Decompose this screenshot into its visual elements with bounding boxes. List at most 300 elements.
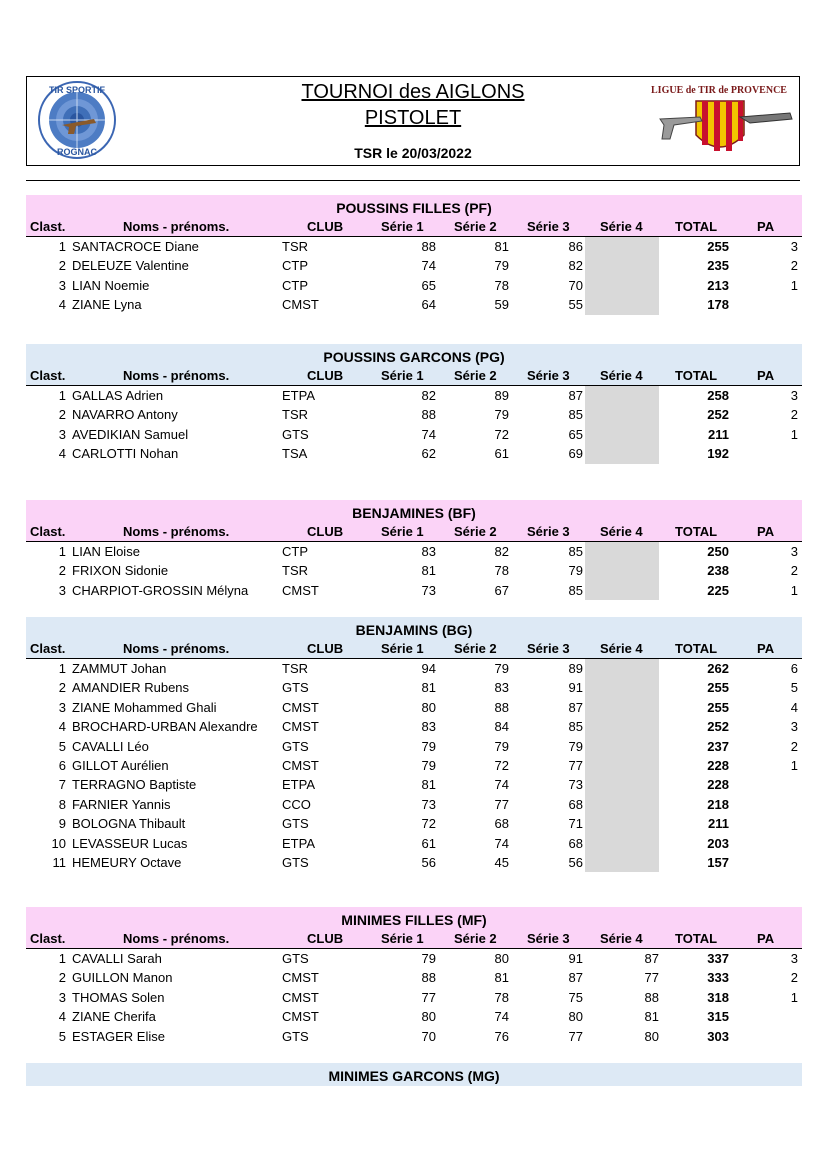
total-cell: 255 — [707, 239, 729, 254]
club-cell: GTS — [282, 816, 309, 832]
series2-cell: 80 — [494, 951, 509, 966]
name-cell: CARLOTTI Nohan — [72, 446, 179, 462]
series2-cell: 84 — [494, 719, 509, 735]
name-cell: ZIANE Mohammed Ghali — [72, 699, 217, 715]
series1-cell: 74 — [421, 426, 436, 442]
table-row — [26, 542, 802, 561]
column-header-total: TOTAL — [675, 219, 718, 234]
series1-cell: 81 — [421, 777, 436, 793]
club-cell: CMST — [282, 719, 319, 735]
series2-cell: 68 — [494, 816, 509, 832]
column-header-total: TOTAL — [675, 368, 718, 383]
table-row — [26, 386, 802, 405]
series3-cell: 79 — [568, 563, 583, 579]
series3-cell: 80 — [568, 1009, 583, 1025]
empty-series4-cell — [585, 678, 659, 697]
empty-series4-cell — [585, 444, 659, 463]
club-cell: GTS — [282, 951, 309, 966]
total-cell: 303 — [707, 1028, 729, 1044]
club-cell: CTP — [282, 544, 308, 559]
name-cell: BROCHARD-URBAN Alexandre — [72, 719, 258, 735]
column-header-s3: Série 3 — [527, 524, 570, 539]
total-cell: 252 — [707, 407, 729, 423]
pa-cell: 2 — [790, 258, 798, 274]
series3-cell: 82 — [568, 258, 583, 274]
column-header-rank: Clast. — [30, 219, 66, 234]
empty-series4-cell — [585, 237, 659, 256]
name-cell: FARNIER Yannis — [72, 796, 171, 812]
column-header-total: TOTAL — [675, 931, 718, 946]
series3-cell: 56 — [568, 854, 583, 870]
club-cell: GTS — [282, 680, 309, 696]
series2-cell: 77 — [494, 796, 509, 812]
column-header-s1: Série 1 — [381, 368, 424, 383]
pa-cell: 3 — [790, 239, 798, 254]
table-row — [26, 1027, 802, 1046]
table-row — [26, 276, 802, 295]
column-header-rank: Clast. — [30, 931, 66, 946]
series4-cell: 87 — [644, 951, 659, 966]
table-header — [26, 523, 802, 542]
total-cell: 225 — [707, 582, 729, 598]
total-cell: 238 — [707, 563, 729, 579]
name-cell: ZIANE Lyna — [72, 297, 142, 313]
rank-cell: 1 — [58, 661, 66, 676]
table-row — [26, 444, 802, 463]
series1-cell: 74 — [421, 258, 436, 274]
club-cell: CMST — [282, 582, 319, 598]
name-cell: NAVARRO Antony — [72, 407, 178, 423]
pa-cell: 6 — [790, 661, 798, 676]
rank-cell: 8 — [58, 796, 66, 812]
series1-cell: 70 — [421, 1028, 436, 1044]
rank-cell: 1 — [58, 544, 66, 559]
series2-cell: 81 — [494, 239, 509, 254]
column-header-s1: Série 1 — [381, 641, 424, 656]
empty-series4-cell — [585, 737, 659, 756]
name-cell: CAVALLI Léo — [72, 738, 149, 754]
rank-cell: 11 — [52, 854, 66, 870]
rank-cell: 4 — [58, 1009, 66, 1025]
results-section — [26, 344, 802, 464]
table-header — [26, 930, 802, 949]
club-cell: CTP — [282, 258, 308, 274]
series1-cell: 56 — [421, 854, 436, 870]
rank-cell: 3 — [58, 699, 66, 715]
column-header-s2: Série 2 — [454, 641, 497, 656]
name-cell: CAVALLI Sarah — [72, 951, 162, 966]
rank-cell: 5 — [58, 738, 66, 754]
total-cell: 255 — [707, 680, 729, 696]
total-cell: 192 — [707, 446, 729, 462]
name-cell: LEVASSEUR Lucas — [72, 835, 188, 851]
column-header-s3: Série 3 — [527, 641, 570, 656]
pa-cell: 5 — [790, 680, 798, 696]
name-cell: GILLOT Aurélien — [72, 757, 169, 773]
series1-cell: 82 — [421, 388, 436, 403]
column-header-s4: Série 4 — [600, 524, 643, 539]
name-cell: TERRAGNO Baptiste — [72, 777, 197, 793]
results-section — [26, 500, 802, 600]
series4-cell: 88 — [644, 989, 659, 1005]
club-cell: CTP — [282, 277, 308, 293]
series3-cell: 85 — [568, 544, 583, 559]
column-header-pa: PA — [757, 368, 775, 383]
club-cell: CMST — [282, 1009, 319, 1025]
name-cell: GALLAS Adrien — [72, 388, 164, 403]
table-row — [26, 756, 802, 775]
rank-cell: 2 — [58, 563, 66, 579]
table-row — [26, 405, 802, 424]
column-header-s3: Série 3 — [527, 931, 570, 946]
series2-cell: 79 — [494, 661, 509, 676]
series3-cell: 87 — [568, 970, 583, 986]
pa-cell: 1 — [790, 426, 798, 442]
rank-cell: 3 — [58, 582, 66, 598]
column-header-s4: Série 4 — [600, 219, 643, 234]
series1-cell: 65 — [421, 277, 436, 293]
series1-cell: 88 — [421, 239, 436, 254]
table-row — [26, 814, 802, 833]
series3-cell: 73 — [568, 777, 583, 793]
series1-cell: 73 — [421, 582, 436, 598]
table-header — [26, 640, 802, 659]
series1-cell: 81 — [421, 563, 436, 579]
column-header-club: CLUB — [307, 524, 344, 539]
pa-cell: 4 — [790, 699, 798, 715]
name-cell: LIAN Eloise — [72, 544, 140, 559]
table-row — [26, 834, 802, 853]
club-cell: TSR — [282, 661, 308, 676]
total-cell: 228 — [707, 757, 729, 773]
empty-series4-cell — [585, 561, 659, 580]
column-header-total: TOTAL — [675, 524, 718, 539]
series1-cell: 77 — [421, 989, 436, 1005]
name-cell: CHARPIOT-GROSSIN Mélyna — [72, 582, 249, 598]
series3-cell: 85 — [568, 582, 583, 598]
results-section — [26, 195, 802, 315]
rank-cell: 7 — [58, 777, 66, 793]
series1-cell: 62 — [421, 446, 436, 462]
rank-cell: 9 — [58, 816, 66, 832]
series4-cell: 80 — [644, 1028, 659, 1044]
club-cell: CMST — [282, 297, 319, 313]
series3-cell: 87 — [568, 388, 583, 403]
club-cell: GTS — [282, 1028, 309, 1044]
rank-cell: 4 — [58, 297, 66, 313]
section-title: MINIMES FILLES (MF) — [26, 907, 802, 930]
rank-cell: 5 — [58, 1028, 66, 1044]
table-row — [26, 561, 802, 580]
name-cell: AVEDIKIAN Samuel — [72, 426, 189, 442]
pa-cell: 1 — [790, 277, 798, 293]
column-header-s4: Série 4 — [600, 368, 643, 383]
column-header-pa: PA — [757, 641, 775, 656]
series1-cell: 80 — [421, 699, 436, 715]
empty-series4-cell — [585, 256, 659, 275]
series3-cell: 65 — [568, 426, 583, 442]
series2-cell: 78 — [494, 277, 509, 293]
series3-cell: 89 — [568, 661, 583, 676]
table-row — [26, 795, 802, 814]
name-cell: GUILLON Manon — [72, 970, 173, 986]
series2-cell: 61 — [494, 446, 509, 462]
column-header-s4: Série 4 — [600, 931, 643, 946]
column-header-s1: Série 1 — [381, 524, 424, 539]
series2-cell: 81 — [494, 970, 509, 986]
series2-cell: 45 — [494, 854, 509, 870]
total-cell: 228 — [707, 777, 729, 793]
series2-cell: 82 — [494, 544, 509, 559]
series2-cell: 83 — [494, 680, 509, 696]
club-cell: TSR — [282, 239, 308, 254]
rank-cell: 10 — [51, 835, 66, 851]
series2-cell: 78 — [494, 989, 509, 1005]
pa-cell: 3 — [790, 719, 798, 735]
series3-cell: 69 — [568, 446, 583, 462]
series3-cell: 91 — [568, 951, 583, 966]
table-row — [26, 717, 802, 736]
table-row — [26, 237, 802, 256]
column-header-club: CLUB — [307, 931, 344, 946]
rank-cell: 2 — [58, 407, 66, 423]
empty-series4-cell — [585, 756, 659, 775]
club-cell: GTS — [282, 738, 309, 754]
total-cell: 333 — [707, 970, 729, 986]
total-cell: 235 — [707, 258, 729, 274]
total-cell: 337 — [707, 951, 729, 966]
table-row — [26, 737, 802, 756]
page-title: TOURNOI des AIGLONS — [301, 81, 525, 103]
empty-series4-cell — [585, 814, 659, 833]
column-header-name: Noms - prénoms. — [123, 368, 230, 383]
table-row — [26, 968, 802, 987]
name-cell: ZIANE Cherifa — [72, 1009, 156, 1025]
series3-cell: 77 — [568, 1028, 583, 1044]
club-cell: CMST — [282, 757, 319, 773]
pa-cell: 2 — [790, 407, 798, 423]
series1-cell: 83 — [421, 544, 436, 559]
series2-cell: 74 — [494, 1009, 509, 1025]
series2-cell: 72 — [494, 757, 509, 773]
column-header-name: Noms - prénoms. — [123, 524, 230, 539]
total-cell: 258 — [707, 388, 729, 403]
results-section — [26, 1063, 802, 1086]
series1-cell: 64 — [421, 297, 436, 313]
series1-cell: 79 — [421, 757, 436, 773]
table-header — [26, 218, 802, 237]
total-cell: 213 — [707, 277, 729, 293]
svg-text:TIR SPORTIF: TIR SPORTIF — [49, 85, 105, 95]
series4-cell: 81 — [644, 1009, 659, 1025]
column-header-s2: Série 2 — [454, 368, 497, 383]
series1-cell: 73 — [421, 796, 436, 812]
column-header-club: CLUB — [307, 368, 344, 383]
results-section — [26, 617, 802, 872]
series2-cell: 88 — [494, 699, 509, 715]
column-header-club: CLUB — [307, 641, 344, 656]
table-row — [26, 425, 802, 444]
series4-cell: 77 — [644, 970, 659, 986]
series1-cell: 94 — [421, 661, 436, 676]
section-title: BENJAMINES (BF) — [26, 500, 802, 523]
club-cell: ETPA — [282, 388, 315, 403]
club-cell: ETPA — [282, 835, 315, 851]
results-section — [26, 907, 802, 1046]
series2-cell: 79 — [494, 258, 509, 274]
series1-cell: 61 — [421, 835, 436, 851]
total-cell: 211 — [708, 426, 729, 442]
club-cell: GTS — [282, 426, 309, 442]
column-header-s2: Série 2 — [454, 219, 497, 234]
total-cell: 211 — [708, 816, 729, 832]
series2-cell: 79 — [494, 407, 509, 423]
club-cell: CMST — [282, 970, 319, 986]
empty-series4-cell — [585, 542, 659, 561]
column-header-total: TOTAL — [675, 641, 718, 656]
empty-series4-cell — [585, 386, 659, 405]
series1-cell: 88 — [421, 407, 436, 423]
discipline-title: PISTOLET — [364, 107, 462, 129]
rank-cell: 2 — [58, 258, 66, 274]
empty-series4-cell — [585, 276, 659, 295]
total-cell: 203 — [707, 835, 729, 851]
series3-cell: 86 — [568, 239, 583, 254]
column-header-rank: Clast. — [30, 368, 66, 383]
club-cell: TSR — [282, 407, 308, 423]
total-cell: 252 — [707, 719, 729, 735]
series2-cell: 74 — [494, 835, 509, 851]
table-row — [26, 295, 802, 314]
name-cell: THOMAS Solen — [72, 989, 165, 1005]
header-divider — [26, 180, 800, 181]
rank-cell: 4 — [58, 719, 66, 735]
pa-cell: 1 — [790, 582, 798, 598]
table-row — [26, 659, 802, 678]
column-header-s1: Série 1 — [381, 219, 424, 234]
pa-cell: 2 — [790, 970, 798, 986]
series3-cell: 68 — [568, 796, 583, 812]
column-header-pa: PA — [757, 219, 775, 234]
name-cell: HEMEURY Octave — [72, 854, 182, 870]
series1-cell: 88 — [421, 970, 436, 986]
column-header-club: CLUB — [307, 219, 344, 234]
series3-cell: 87 — [568, 699, 583, 715]
club-cell: CMST — [282, 699, 319, 715]
club-cell: GTS — [282, 854, 309, 870]
club-cell: ETPA — [282, 777, 315, 793]
rank-cell: 2 — [58, 970, 66, 986]
series2-cell: 78 — [494, 563, 509, 579]
empty-series4-cell — [585, 581, 659, 600]
series3-cell: 77 — [568, 757, 583, 773]
total-cell: 250 — [707, 544, 729, 559]
series2-cell: 67 — [494, 582, 509, 598]
name-cell: BOLOGNA Thibault — [72, 816, 186, 832]
section-title: BENJAMINS (BG) — [26, 617, 802, 640]
empty-series4-cell — [585, 717, 659, 736]
total-cell: 255 — [707, 699, 729, 715]
series2-cell: 76 — [494, 1028, 509, 1044]
total-cell: 315 — [707, 1009, 729, 1025]
club-cell: TSR — [282, 563, 308, 579]
pa-cell: 1 — [790, 989, 798, 1005]
series3-cell: 85 — [568, 407, 583, 423]
svg-text:ROGNAC: ROGNAC — [57, 147, 97, 157]
name-cell: DELEUZE Valentine — [72, 258, 189, 274]
table-header — [26, 367, 802, 386]
total-cell: 318 — [707, 989, 729, 1005]
series1-cell: 83 — [421, 719, 436, 735]
series3-cell: 75 — [568, 989, 583, 1005]
column-header-pa: PA — [757, 524, 775, 539]
section-title: MINIMES GARCONS (MG) — [26, 1063, 802, 1086]
empty-series4-cell — [585, 853, 659, 872]
empty-series4-cell — [585, 698, 659, 717]
rank-cell: 1 — [58, 239, 66, 254]
name-cell: AMANDIER Rubens — [72, 680, 190, 696]
total-cell: 262 — [707, 661, 729, 676]
rank-cell: 3 — [58, 426, 66, 442]
club-cell: CMST — [282, 989, 319, 1005]
table-row — [26, 678, 802, 697]
table-row — [26, 853, 802, 872]
rank-cell: 3 — [58, 277, 66, 293]
series1-cell: 81 — [421, 680, 436, 696]
column-header-s4: Série 4 — [600, 641, 643, 656]
rank-cell: 2 — [58, 680, 66, 696]
series2-cell: 74 — [494, 777, 509, 793]
svg-text:LIGUE de TIR de PROVENCE: LIGUE de TIR de PROVENCE — [651, 85, 787, 96]
series3-cell: 68 — [568, 835, 583, 851]
series3-cell: 85 — [568, 719, 583, 735]
section-title: POUSSINS GARCONS (PG) — [26, 344, 802, 367]
rank-cell: 1 — [58, 951, 66, 966]
column-header-pa: PA — [757, 931, 775, 946]
pa-cell: 3 — [790, 388, 798, 403]
empty-series4-cell — [585, 425, 659, 444]
table-row — [26, 949, 802, 968]
series2-cell: 59 — [494, 297, 509, 313]
series3-cell: 71 — [568, 816, 583, 832]
table-row — [26, 256, 802, 275]
pa-cell: 3 — [790, 544, 798, 559]
club-cell: CCO — [282, 796, 311, 812]
series2-cell: 89 — [494, 388, 509, 403]
name-cell: LIAN Noemie — [72, 277, 150, 293]
series2-cell: 72 — [494, 426, 509, 442]
empty-series4-cell — [585, 775, 659, 794]
table-row — [26, 775, 802, 794]
empty-series4-cell — [585, 295, 659, 314]
name-cell: ZAMMUT Johan — [72, 661, 167, 676]
series1-cell: 79 — [421, 951, 436, 966]
rank-cell: 3 — [58, 989, 66, 1005]
rank-cell: 1 — [58, 388, 66, 403]
rank-cell: 4 — [58, 446, 66, 462]
total-cell: 218 — [707, 796, 729, 812]
column-header-s3: Série 3 — [527, 368, 570, 383]
series1-cell: 80 — [421, 1009, 436, 1025]
series3-cell: 70 — [568, 277, 583, 293]
series1-cell: 79 — [421, 738, 436, 754]
rank-cell: 6 — [58, 757, 66, 773]
name-cell: FRIXON Sidonie — [72, 563, 169, 579]
table-row — [26, 988, 802, 1007]
event-date: TSR le 20/03/2022 — [354, 145, 472, 161]
column-header-s3: Série 3 — [527, 219, 570, 234]
table-row — [26, 581, 802, 600]
